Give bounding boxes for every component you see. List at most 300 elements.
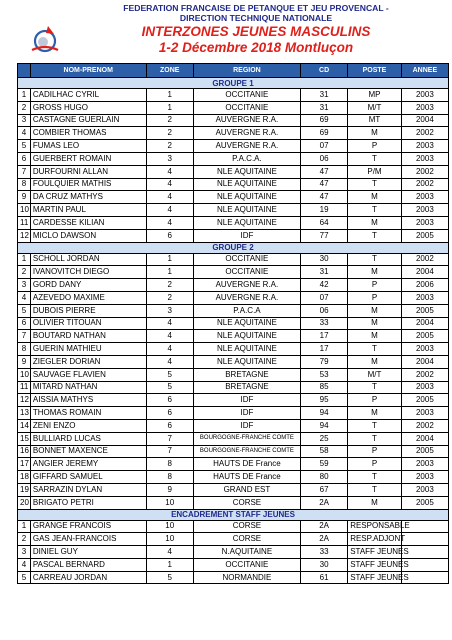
- player-name: CADILHAC CYRIL: [30, 89, 146, 102]
- ffpjp-logo-icon: [28, 22, 62, 56]
- row-number: 4: [18, 291, 31, 304]
- player-name: GORD DANY: [30, 279, 146, 292]
- zone-cell: 7: [146, 432, 193, 445]
- table-row: [18, 343, 449, 356]
- player-name: ANGIER JEREMY: [30, 458, 146, 471]
- annee-cell: [401, 533, 448, 546]
- table-row: [18, 533, 449, 546]
- row-number: 9: [18, 355, 31, 368]
- zone-cell: 10: [146, 520, 193, 533]
- region-cell: CORSE: [193, 533, 300, 546]
- table-row: [18, 178, 449, 191]
- region-cell: NLE AQUITAINE: [193, 343, 300, 356]
- row-number: 5: [18, 304, 31, 317]
- table-row: [18, 266, 449, 279]
- region-cell: NLE AQUITAINE: [193, 191, 300, 204]
- region-cell: OCCITANIE: [193, 558, 300, 571]
- annee-cell: 2002: [401, 368, 448, 381]
- zone-cell: 1: [146, 89, 193, 102]
- zone-cell: 5: [146, 368, 193, 381]
- table-row: [18, 101, 449, 114]
- table-row: [18, 204, 449, 217]
- roster-body: [18, 78, 449, 584]
- poste-cell: STAFF JEUNES: [348, 546, 402, 559]
- poste-cell: M: [348, 407, 402, 420]
- cd-cell: 67: [301, 483, 348, 496]
- table-row: [18, 394, 449, 407]
- zone-cell: 6: [146, 419, 193, 432]
- zone-cell: 9: [146, 483, 193, 496]
- row-number: 18: [18, 471, 31, 484]
- zone-cell: 3: [146, 304, 193, 317]
- table-row: [18, 216, 449, 229]
- cd-cell: 69: [301, 114, 348, 127]
- col-header-num: [18, 64, 31, 78]
- col-header-poste: POSTE: [348, 64, 402, 78]
- poste-cell: M: [348, 191, 402, 204]
- player-name: AZEVEDO MAXIME: [30, 291, 146, 304]
- poste-cell: T: [348, 432, 402, 445]
- zone-cell: 1: [146, 558, 193, 571]
- region-cell: AUVERGNE R.A.: [193, 127, 300, 140]
- zone-cell: 4: [146, 330, 193, 343]
- poste-cell: P: [348, 458, 402, 471]
- row-number: 4: [18, 558, 31, 571]
- annee-cell: 2003: [401, 140, 448, 153]
- cd-cell: 06: [301, 152, 348, 165]
- cd-cell: 19: [301, 204, 348, 217]
- player-name: DURFOURNI ALLAN: [30, 165, 146, 178]
- cd-cell: 58: [301, 445, 348, 458]
- player-name: CARREAU JORDAN: [30, 571, 146, 584]
- zone-cell: 10: [146, 533, 193, 546]
- table-row: [18, 496, 449, 509]
- event-date-location: 1-2 Décembre 2018 Montluçon: [158, 40, 354, 55]
- col-header-region: REGION: [193, 64, 300, 78]
- event-title: INTERZONES JEUNES MASCULINS: [141, 24, 371, 39]
- player-name: GUERBERT ROMAIN: [30, 152, 146, 165]
- row-number: 2: [18, 266, 31, 279]
- table-row: [18, 520, 449, 533]
- direction-name: DIRECTION TECHNIQUE NATIONALE: [179, 13, 333, 23]
- region-cell: OCCITANIE: [193, 266, 300, 279]
- player-name: SARRAZIN DYLAN: [30, 483, 146, 496]
- player-name: CASTAGNE GUERLAIN: [30, 114, 146, 127]
- poste-cell: MP: [348, 89, 402, 102]
- player-name: SCHOLL JORDAN: [30, 253, 146, 266]
- zone-cell: 2: [146, 127, 193, 140]
- region-cell: NLE AQUITAINE: [193, 355, 300, 368]
- region-cell: HAUTS DE France: [193, 471, 300, 484]
- cd-cell: 33: [301, 546, 348, 559]
- row-number: 10: [18, 368, 31, 381]
- player-name: MICLO DAWSON: [30, 229, 146, 242]
- table-row: [18, 458, 449, 471]
- cd-cell: 95: [301, 394, 348, 407]
- cd-cell: 69: [301, 127, 348, 140]
- region-cell: NLE AQUITAINE: [193, 330, 300, 343]
- poste-cell: P: [348, 140, 402, 153]
- region-cell: IDF: [193, 407, 300, 420]
- row-number: 8: [18, 343, 31, 356]
- region-cell: NLE AQUITAINE: [193, 165, 300, 178]
- table-row: [18, 471, 449, 484]
- annee-cell: 2003: [401, 101, 448, 114]
- region-cell: BOURGOGNE-FRANCHE COMTE: [193, 432, 300, 445]
- section-header-row: [18, 509, 449, 520]
- region-cell: AUVERGNE R.A.: [193, 291, 300, 304]
- player-name: BOUTARD NATHAN: [30, 330, 146, 343]
- zone-cell: 8: [146, 458, 193, 471]
- document-header: [0, 0, 452, 62]
- cd-cell: 94: [301, 419, 348, 432]
- table-row: [18, 546, 449, 559]
- row-number: 3: [18, 546, 31, 559]
- row-number: 3: [18, 114, 31, 127]
- player-name: MITARD NATHAN: [30, 381, 146, 394]
- annee-cell: 2002: [401, 178, 448, 191]
- poste-cell: T: [348, 178, 402, 191]
- annee-cell: 2005: [401, 304, 448, 317]
- row-number: 9: [18, 191, 31, 204]
- annee-cell: 2003: [401, 89, 448, 102]
- region-cell: BRETAGNE: [193, 381, 300, 394]
- annee-cell: 2003: [401, 191, 448, 204]
- col-header-zone: ZONE: [146, 64, 193, 78]
- annee-cell: 2005: [401, 445, 448, 458]
- column-header-row: [18, 64, 449, 78]
- region-cell: OCCITANIE: [193, 101, 300, 114]
- row-number: 15: [18, 432, 31, 445]
- poste-cell: T: [348, 204, 402, 217]
- federation-name: FEDERATION FRANCAISE DE PETANQUE ET JEU PROVENCAL -: [123, 3, 389, 13]
- cd-cell: 94: [301, 407, 348, 420]
- player-name: DINIEL GUY: [30, 546, 146, 559]
- section-header-row: [18, 242, 449, 253]
- row-number: 2: [18, 533, 31, 546]
- annee-cell: 2005: [401, 229, 448, 242]
- poste-cell: M: [348, 127, 402, 140]
- cd-cell: 47: [301, 178, 348, 191]
- region-cell: BOURGOGNE-FRANCHE COMTE: [193, 445, 300, 458]
- player-name: ZENI ENZO: [30, 419, 146, 432]
- annee-cell: 2003: [401, 471, 448, 484]
- annee-cell: 2004: [401, 355, 448, 368]
- player-name: AISSIA MATHYS: [30, 394, 146, 407]
- zone-cell: 1: [146, 266, 193, 279]
- cd-cell: 2A: [301, 533, 348, 546]
- zone-cell: 4: [146, 204, 193, 217]
- annee-cell: 2006: [401, 279, 448, 292]
- annee-cell: 2002: [401, 127, 448, 140]
- cd-cell: 47: [301, 165, 348, 178]
- player-name: GIFFARD SAMUEL: [30, 471, 146, 484]
- region-cell: NLE AQUITAINE: [193, 204, 300, 217]
- region-cell: N.AQUITAINE: [193, 546, 300, 559]
- row-number: 2: [18, 101, 31, 114]
- poste-cell: M: [348, 266, 402, 279]
- region-cell: IDF: [193, 419, 300, 432]
- annee-cell: 2005: [401, 330, 448, 343]
- row-number: 6: [18, 317, 31, 330]
- annee-cell: 2003: [401, 216, 448, 229]
- region-cell: NLE AQUITAINE: [193, 178, 300, 191]
- player-name: IVANOVITCH DIEGO: [30, 266, 146, 279]
- cd-cell: 47: [301, 191, 348, 204]
- annee-cell: 2003: [401, 204, 448, 217]
- annee-cell: 2004: [401, 317, 448, 330]
- annee-cell: 2004: [401, 114, 448, 127]
- zone-cell: 7: [146, 445, 193, 458]
- cd-cell: 85: [301, 381, 348, 394]
- cd-cell: 64: [301, 216, 348, 229]
- table-row: [18, 407, 449, 420]
- player-name: GUERIN MATHIEU: [30, 343, 146, 356]
- region-cell: OCCITANIE: [193, 253, 300, 266]
- zone-cell: 4: [146, 317, 193, 330]
- table-row: [18, 355, 449, 368]
- player-name: ZIEGLER DORIAN: [30, 355, 146, 368]
- poste-cell: T: [348, 471, 402, 484]
- row-number: 7: [18, 165, 31, 178]
- player-name: GRANGE FRANCOIS: [30, 520, 146, 533]
- cd-cell: 25: [301, 432, 348, 445]
- region-cell: CORSE: [193, 496, 300, 509]
- region-cell: HAUTS DE France: [193, 458, 300, 471]
- region-cell: AUVERGNE R.A.: [193, 279, 300, 292]
- col-header-name: NOM-PRENOM: [30, 64, 146, 78]
- poste-cell: M/T: [348, 368, 402, 381]
- poste-cell: T: [348, 253, 402, 266]
- region-cell: P.A.C.A.: [193, 152, 300, 165]
- table-row: [18, 368, 449, 381]
- zone-cell: 2: [146, 140, 193, 153]
- region-cell: BRETAGNE: [193, 368, 300, 381]
- player-name: BONNET MAXENCE: [30, 445, 146, 458]
- zone-cell: 6: [146, 229, 193, 242]
- row-number: 5: [18, 571, 31, 584]
- region-cell: NLE AQUITAINE: [193, 317, 300, 330]
- poste-cell: M: [348, 496, 402, 509]
- zone-cell: 4: [146, 178, 193, 191]
- cd-cell: 31: [301, 101, 348, 114]
- poste-cell: P: [348, 291, 402, 304]
- annee-cell: 2002: [401, 419, 448, 432]
- player-name: GROSS HUGO: [30, 101, 146, 114]
- annee-cell: 2004: [401, 266, 448, 279]
- poste-cell: M: [348, 317, 402, 330]
- row-number: 17: [18, 458, 31, 471]
- region-cell: NLE AQUITAINE: [193, 216, 300, 229]
- poste-cell: STAFF JEUNES: [348, 571, 402, 584]
- table-row: [18, 558, 449, 571]
- table-row: [18, 330, 449, 343]
- section-title: GROUPE 2: [18, 242, 449, 253]
- row-number: 5: [18, 140, 31, 153]
- player-name: DUBOIS PIERRE: [30, 304, 146, 317]
- row-number: 19: [18, 483, 31, 496]
- poste-cell: P/M: [348, 165, 402, 178]
- table-row: [18, 483, 449, 496]
- row-number: 7: [18, 330, 31, 343]
- poste-cell: M: [348, 355, 402, 368]
- player-name: OLIVIER TITOUAN: [30, 317, 146, 330]
- table-row: [18, 432, 449, 445]
- row-number: 14: [18, 419, 31, 432]
- cd-cell: 2A: [301, 520, 348, 533]
- cd-cell: 07: [301, 140, 348, 153]
- row-number: 20: [18, 496, 31, 509]
- row-number: 12: [18, 229, 31, 242]
- table-row: [18, 381, 449, 394]
- cd-cell: 77: [301, 229, 348, 242]
- poste-cell: M: [348, 216, 402, 229]
- annee-cell: 2002: [401, 253, 448, 266]
- cd-cell: 17: [301, 343, 348, 356]
- cd-cell: 79: [301, 355, 348, 368]
- zone-cell: 4: [146, 165, 193, 178]
- annee-cell: 2003: [401, 343, 448, 356]
- annee-cell: 2003: [401, 483, 448, 496]
- poste-cell: RESP.ADJONT: [348, 533, 402, 546]
- region-cell: AUVERGNE R.A.: [193, 140, 300, 153]
- poste-cell: M/T: [348, 101, 402, 114]
- row-number: 12: [18, 394, 31, 407]
- poste-cell: MT: [348, 114, 402, 127]
- zone-cell: 2: [146, 279, 193, 292]
- region-cell: IDF: [193, 229, 300, 242]
- table-row: [18, 445, 449, 458]
- row-number: 1: [18, 89, 31, 102]
- region-cell: NORMANDIE: [193, 571, 300, 584]
- annee-cell: 2003: [401, 152, 448, 165]
- poste-cell: P: [348, 394, 402, 407]
- region-cell: GRAND EST: [193, 483, 300, 496]
- player-name: FUMAS LEO: [30, 140, 146, 153]
- annee-cell: 2003: [401, 381, 448, 394]
- zone-cell: 4: [146, 343, 193, 356]
- annee-cell: 2003: [401, 407, 448, 420]
- zone-cell: 6: [146, 394, 193, 407]
- poste-cell: P: [348, 445, 402, 458]
- table-row: [18, 419, 449, 432]
- poste-cell: P: [348, 279, 402, 292]
- cd-cell: 06: [301, 304, 348, 317]
- player-name: SAUVAGE FLAVIEN: [30, 368, 146, 381]
- table-row: [18, 291, 449, 304]
- annee-cell: 2002: [401, 165, 448, 178]
- zone-cell: 4: [146, 191, 193, 204]
- zone-cell: 1: [146, 253, 193, 266]
- player-name: MARTIN PAUL: [30, 204, 146, 217]
- row-number: 11: [18, 381, 31, 394]
- annee-cell: 2004: [401, 432, 448, 445]
- table-row: [18, 571, 449, 584]
- cd-cell: 17: [301, 330, 348, 343]
- col-header-annee: ANNEE: [401, 64, 448, 78]
- player-name: PASCAL BERNARD: [30, 558, 146, 571]
- region-cell: IDF: [193, 394, 300, 407]
- player-name: DA CRUZ MATHYS: [30, 191, 146, 204]
- row-number: 3: [18, 279, 31, 292]
- row-number: 6: [18, 152, 31, 165]
- table-row: [18, 317, 449, 330]
- annee-cell: 2005: [401, 496, 448, 509]
- player-name: BULLIARD LUCAS: [30, 432, 146, 445]
- zone-cell: 1: [146, 101, 193, 114]
- zone-cell: 6: [146, 407, 193, 420]
- player-name: FOULQUIER MATHIS: [30, 178, 146, 191]
- poste-cell: M: [348, 304, 402, 317]
- player-name: GAS JEAN-FRANCOIS: [30, 533, 146, 546]
- roster-table: [17, 63, 449, 584]
- poste-cell: T: [348, 152, 402, 165]
- poste-cell: T: [348, 343, 402, 356]
- player-name: THOMAS ROMAIN: [30, 407, 146, 420]
- row-number: 10: [18, 204, 31, 217]
- table-row: [18, 253, 449, 266]
- cd-cell: 80: [301, 471, 348, 484]
- annee-cell: 2003: [401, 291, 448, 304]
- region-cell: AUVERGNE R.A.: [193, 114, 300, 127]
- zone-cell: 2: [146, 114, 193, 127]
- table-row: [18, 89, 449, 102]
- section-title: ENCADREMENT STAFF JEUNES: [18, 509, 449, 520]
- cd-cell: 42: [301, 279, 348, 292]
- region-cell: CORSE: [193, 520, 300, 533]
- annee-cell: 2005: [401, 394, 448, 407]
- col-header-cd: CD: [301, 64, 348, 78]
- table-row: [18, 140, 449, 153]
- poste-cell: STAFF JEUNES: [348, 558, 402, 571]
- zone-cell: 4: [146, 216, 193, 229]
- cd-cell: 30: [301, 253, 348, 266]
- player-name: CARDESSE KILIAN: [30, 216, 146, 229]
- cd-cell: 61: [301, 571, 348, 584]
- zone-cell: 5: [146, 381, 193, 394]
- zone-cell: 5: [146, 571, 193, 584]
- cd-cell: 31: [301, 266, 348, 279]
- row-number: 16: [18, 445, 31, 458]
- table-row: [18, 279, 449, 292]
- cd-cell: 31: [301, 89, 348, 102]
- row-number: 11: [18, 216, 31, 229]
- player-name: BRIGATO PETRI: [30, 496, 146, 509]
- annee-cell: 2003: [401, 458, 448, 471]
- cd-cell: 2A: [301, 496, 348, 509]
- cd-cell: 30: [301, 558, 348, 571]
- player-name: COMBIER THOMAS: [30, 127, 146, 140]
- table-row: [18, 127, 449, 140]
- row-number: 1: [18, 253, 31, 266]
- poste-cell: T: [348, 381, 402, 394]
- poste-cell: T: [348, 229, 402, 242]
- poste-cell: T: [348, 483, 402, 496]
- zone-cell: 2: [146, 291, 193, 304]
- section-header-row: [18, 78, 449, 89]
- row-number: 13: [18, 407, 31, 420]
- region-cell: OCCITANIE: [193, 89, 300, 102]
- table-row: [18, 229, 449, 242]
- table-row: [18, 152, 449, 165]
- region-cell: P.A.C.A: [193, 304, 300, 317]
- table-row: [18, 114, 449, 127]
- row-number: 8: [18, 178, 31, 191]
- poste-cell: M: [348, 330, 402, 343]
- row-number: 4: [18, 127, 31, 140]
- zone-cell: 4: [146, 355, 193, 368]
- cd-cell: 07: [301, 291, 348, 304]
